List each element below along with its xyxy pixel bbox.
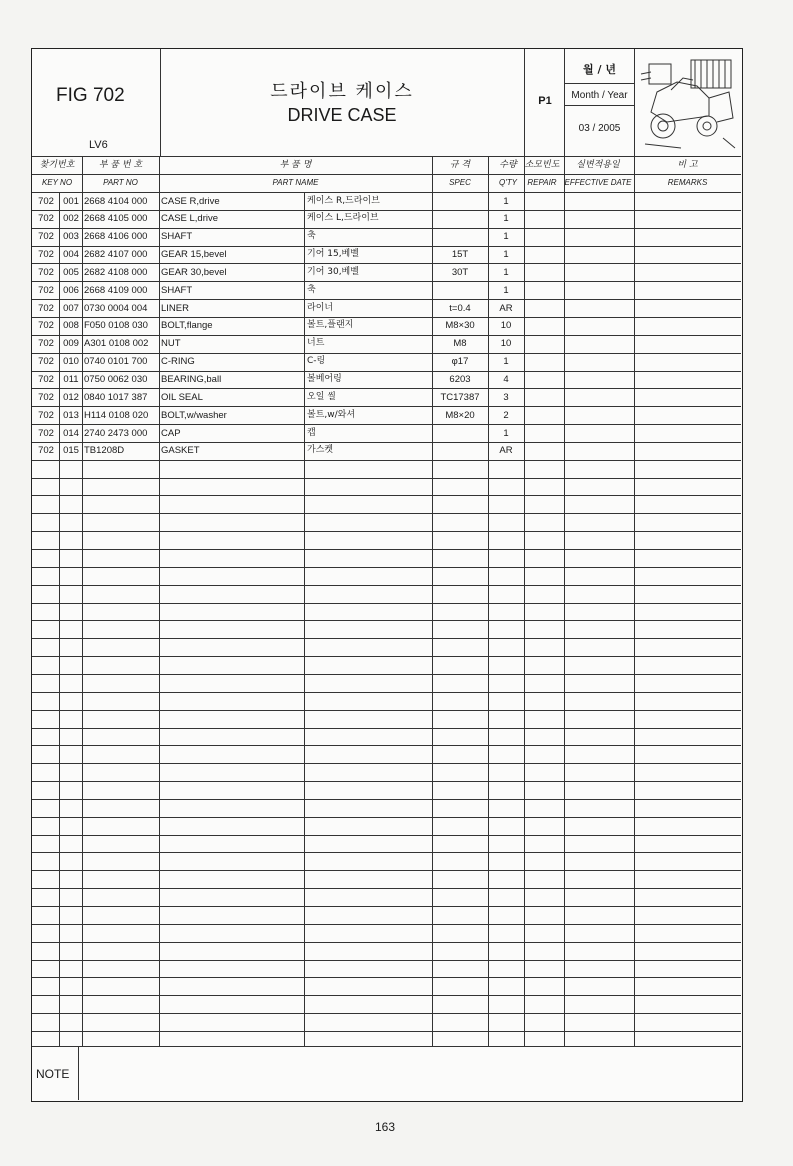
col-eff-ko: 실변적용일 bbox=[576, 160, 620, 170]
cell-key: 008 bbox=[63, 320, 79, 331]
cell-qty: 1 bbox=[503, 267, 509, 278]
row-rule bbox=[32, 620, 741, 621]
row-rule bbox=[32, 1013, 741, 1014]
cell-fig: 702 bbox=[38, 338, 54, 349]
cell-name-ko: 오일 씰 bbox=[307, 392, 336, 402]
cell-name-ko: 케이스 R,드라이브 bbox=[307, 196, 380, 206]
cell-spec: 6203 bbox=[449, 374, 471, 385]
cell-spec bbox=[432, 228, 488, 245]
col-remarks-ko: 비 고 bbox=[677, 160, 698, 170]
col-part-en: PART NO bbox=[103, 178, 138, 187]
col-name-ko: 부 품 명 bbox=[279, 160, 312, 170]
row-rule bbox=[32, 513, 741, 514]
cell-name-en: BOLT,flange bbox=[161, 320, 213, 331]
note-divider bbox=[32, 1046, 741, 1047]
col-qty-ko: 수량 bbox=[499, 160, 517, 170]
cell-spec bbox=[432, 282, 488, 299]
cell-part: 0840 1017 387 bbox=[84, 392, 148, 403]
cell-name-ko: 라이너 bbox=[307, 303, 334, 313]
col-spec-ko: 규 격 bbox=[449, 160, 471, 170]
cell-name-en: NUT bbox=[161, 338, 181, 349]
cell-name-en: GEAR 30,bevel bbox=[161, 267, 227, 278]
model-code: LV6 bbox=[89, 139, 108, 151]
col-part-ko: 부 품 번 호 bbox=[98, 160, 143, 170]
cell-part: TB1208D bbox=[84, 445, 125, 456]
col-name-en: PART NAME bbox=[272, 178, 319, 187]
cell-fig: 702 bbox=[38, 410, 54, 421]
cell-name-en: CASE L,drive bbox=[161, 213, 219, 224]
row-rule bbox=[32, 567, 741, 568]
cell-qty: 1 bbox=[503, 249, 509, 260]
row-rule bbox=[32, 870, 741, 871]
cell-fig: 702 bbox=[38, 213, 54, 224]
cell-part: 0730 0004 004 bbox=[84, 303, 148, 314]
row-rule bbox=[32, 710, 741, 711]
row-rule bbox=[32, 460, 741, 461]
cell-name-ko: C-링 bbox=[307, 356, 326, 366]
cell-name-en: BEARING,ball bbox=[161, 374, 222, 385]
cell-qty: 1 bbox=[503, 213, 509, 224]
cell-name-en: CAP bbox=[161, 428, 181, 439]
cell-part: A301 0108 002 bbox=[84, 338, 149, 349]
cell-fig: 702 bbox=[38, 249, 54, 260]
cell-name-en: GASKET bbox=[161, 445, 200, 456]
row-rule bbox=[32, 603, 741, 604]
cell-part: 2682 4108 000 bbox=[84, 267, 148, 278]
row-rule bbox=[32, 781, 741, 782]
header-sep-2 bbox=[524, 49, 525, 156]
cell-part: 2682 4107 000 bbox=[84, 249, 148, 260]
row-rule bbox=[32, 692, 741, 693]
cell-key: 006 bbox=[63, 285, 79, 296]
cell-qty: 1 bbox=[503, 428, 509, 439]
cell-key: 012 bbox=[63, 392, 79, 403]
header-sep-4 bbox=[634, 49, 635, 156]
title-english: DRIVE CASE bbox=[287, 105, 397, 125]
cell-name-en: OIL SEAL bbox=[161, 392, 203, 403]
cell-part: F050 0108 030 bbox=[84, 320, 148, 331]
cell-qty: AR bbox=[499, 303, 513, 314]
row-rule bbox=[32, 674, 741, 675]
date-sep-1 bbox=[564, 83, 634, 84]
row-rule bbox=[32, 638, 741, 639]
column-rule bbox=[524, 156, 525, 1046]
cell-fig: 702 bbox=[38, 285, 54, 296]
row-rule bbox=[32, 888, 741, 889]
row-rule bbox=[32, 495, 741, 496]
cell-qty: 4 bbox=[503, 374, 509, 385]
cell-part: H114 0108 020 bbox=[84, 410, 149, 421]
cell-part: 0750 0062 030 bbox=[84, 374, 148, 385]
cell-name-en: BOLT,w/washer bbox=[161, 410, 227, 421]
row-rule bbox=[32, 763, 741, 764]
col-remarks-en: REMARKS bbox=[667, 178, 708, 187]
cell-name-en: SHAFT bbox=[161, 285, 193, 296]
machine-illustration-icon bbox=[637, 52, 739, 152]
cell-key: 004 bbox=[63, 249, 79, 260]
cell-spec: M8×30 bbox=[445, 320, 475, 331]
row-rule bbox=[32, 728, 741, 729]
row-rule bbox=[32, 995, 741, 996]
cell-spec: 30T bbox=[451, 267, 469, 278]
row-rule bbox=[32, 745, 741, 746]
column-rule bbox=[82, 156, 83, 1046]
cell-key: 009 bbox=[63, 338, 79, 349]
cell-name-ko: 기어 30,베벨 bbox=[307, 267, 359, 277]
cell-spec: TC17387 bbox=[440, 392, 480, 403]
row-rule bbox=[32, 1031, 741, 1032]
cell-qty: 1 bbox=[503, 285, 509, 296]
cell-spec bbox=[432, 210, 488, 227]
cell-key: 005 bbox=[63, 267, 79, 278]
cell-key: 015 bbox=[63, 445, 79, 456]
page-code: P1 bbox=[538, 95, 552, 107]
cell-name-en: LINER bbox=[161, 303, 189, 314]
cell-spec: φ17 bbox=[451, 356, 469, 367]
page-number: 163 bbox=[374, 1120, 396, 1134]
cell-part: 0740 0101 700 bbox=[84, 356, 148, 367]
cell-fig: 702 bbox=[38, 196, 54, 207]
column-rule bbox=[564, 156, 565, 1046]
cell-spec bbox=[432, 442, 488, 459]
cell-name-ko: 너트 bbox=[307, 338, 325, 348]
col-repair-en: REPAIR bbox=[527, 178, 557, 187]
row-rule bbox=[32, 942, 741, 943]
cell-spec: t=0.4 bbox=[449, 303, 471, 314]
cell-key: 014 bbox=[63, 428, 79, 439]
parts-list-sheet bbox=[31, 48, 743, 1102]
cell-qty: 1 bbox=[503, 356, 509, 367]
cell-qty: 2 bbox=[503, 410, 509, 421]
col-key-ko: 찾기번호 bbox=[39, 160, 75, 170]
cell-fig: 702 bbox=[38, 445, 54, 456]
row-rule bbox=[32, 852, 741, 853]
col-qty-en: Q'TY bbox=[499, 178, 517, 187]
row-rule bbox=[32, 960, 741, 961]
col-repair-ko: 소모빈도 bbox=[524, 160, 560, 170]
col-key-en: KEY NO bbox=[41, 178, 73, 187]
cell-spec: M8 bbox=[453, 338, 467, 349]
cell-key: 003 bbox=[63, 231, 79, 242]
cell-qty: 10 bbox=[500, 338, 512, 349]
cell-name-ko: 볼베어링 bbox=[307, 374, 342, 384]
col-spec-en: SPEC bbox=[449, 178, 471, 187]
title-korean: 드라이브 케이스 bbox=[270, 81, 414, 102]
cell-name-en: SHAFT bbox=[161, 231, 193, 242]
row-rule bbox=[32, 799, 741, 800]
cell-spec: M8×20 bbox=[445, 410, 475, 421]
row-rule bbox=[32, 906, 741, 907]
cell-key: 007 bbox=[63, 303, 79, 314]
note-sep bbox=[78, 1046, 79, 1100]
cell-name-ko: 축 bbox=[307, 285, 316, 295]
cell-part: 2668 4104 000 bbox=[84, 196, 148, 207]
cell-part: 2740 2473 000 bbox=[84, 428, 148, 439]
cell-fig: 702 bbox=[38, 374, 54, 385]
row-rule bbox=[32, 656, 741, 657]
cell-name-en: CASE R,drive bbox=[161, 196, 220, 207]
column-rule bbox=[159, 156, 160, 1046]
cell-fig: 702 bbox=[38, 428, 54, 439]
column-rule bbox=[304, 192, 305, 1046]
cell-key: 001 bbox=[63, 196, 79, 207]
cell-fig: 702 bbox=[38, 303, 54, 314]
cell-name-en: C-RING bbox=[161, 356, 195, 367]
cell-qty: AR bbox=[499, 445, 513, 456]
cell-name-ko: 가스켓 bbox=[307, 445, 334, 455]
cell-name-ko: 축 bbox=[307, 231, 316, 241]
cell-fig: 702 bbox=[38, 267, 54, 278]
cell-fig: 702 bbox=[38, 392, 54, 403]
cell-spec: 15T bbox=[451, 249, 469, 260]
row-rule bbox=[32, 531, 741, 532]
cell-key: 013 bbox=[63, 410, 79, 421]
cell-qty: 3 bbox=[503, 392, 509, 403]
cell-qty: 10 bbox=[500, 320, 512, 331]
date-value: 03 / 2005 bbox=[578, 123, 621, 134]
cell-name-en: GEAR 15,bevel bbox=[161, 249, 227, 260]
cell-part: 2668 4106 000 bbox=[84, 231, 148, 242]
cell-name-ko: 캡 bbox=[307, 428, 316, 438]
cell-name-ko: 케이스 L,드라이브 bbox=[307, 213, 379, 223]
cell-qty: 1 bbox=[503, 196, 509, 207]
date-label-english: Month / Year bbox=[571, 90, 628, 101]
cell-part: 2668 4109 000 bbox=[84, 285, 148, 296]
cell-spec bbox=[432, 425, 488, 442]
note-label: NOTE bbox=[36, 1067, 70, 1081]
cell-part: 2668 4105 000 bbox=[84, 213, 148, 224]
row-rule bbox=[32, 835, 741, 836]
cell-name-ko: 볼트,플랜지 bbox=[307, 320, 354, 330]
cell-key: 011 bbox=[63, 374, 79, 385]
cell-qty: 1 bbox=[503, 231, 509, 242]
row-rule bbox=[32, 585, 741, 586]
row-rule bbox=[32, 924, 741, 925]
row-rule bbox=[32, 977, 741, 978]
row-rule bbox=[32, 549, 741, 550]
cell-key: 010 bbox=[63, 356, 79, 367]
col-eff-en: EFFECTIVE DATE bbox=[564, 178, 632, 187]
cell-key: 002 bbox=[63, 213, 79, 224]
date-label-korean: 월 / 년 bbox=[583, 63, 616, 76]
cell-fig: 702 bbox=[38, 231, 54, 242]
column-rule bbox=[634, 156, 635, 1046]
figure-number: FIG 702 bbox=[56, 85, 125, 106]
cell-name-ko: 기어 15,베벨 bbox=[307, 249, 359, 259]
row-rule bbox=[32, 478, 741, 479]
cell-spec bbox=[432, 193, 488, 210]
cell-fig: 702 bbox=[38, 320, 54, 331]
row-rule bbox=[32, 817, 741, 818]
cell-name-ko: 볼트,w/와셔 bbox=[307, 410, 356, 420]
date-sep-2 bbox=[564, 105, 634, 106]
cell-fig: 702 bbox=[38, 356, 54, 367]
